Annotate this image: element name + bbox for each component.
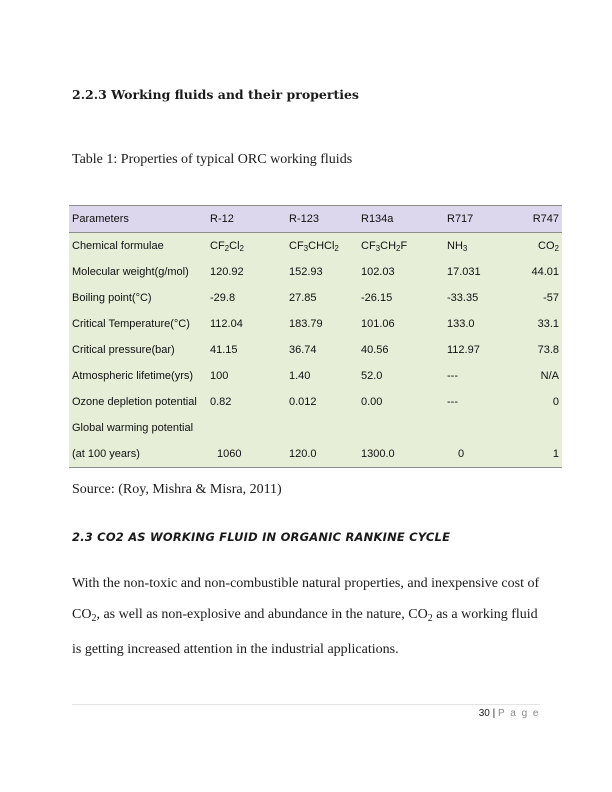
table-cell — [358, 415, 444, 441]
row-label: Global warming potential — [72, 422, 194, 434]
table-cell: -29.8 — [210, 292, 236, 304]
row-label: Boiling point(°C) — [72, 292, 152, 304]
table-cell: 102.03 — [361, 266, 395, 278]
table-cell: 27.85 — [289, 292, 317, 304]
page-number: 30 — [478, 708, 490, 719]
table-cell: -33.35 — [447, 292, 479, 304]
properties-table — [69, 205, 562, 468]
section-heading: 2.2.3 Working fluids and their properties — [72, 87, 359, 102]
header-cell-r12: R-12 — [210, 213, 234, 225]
subsection-heading: 2.3 CO2 AS WORKING FLUID IN ORGANIC RANKINE CYCLE — [72, 530, 451, 544]
formula-cell: $CF_3CH_2F$ — [361, 239, 408, 253]
table-cell: --- — [447, 396, 458, 408]
table-row — [69, 233, 562, 260]
table-cell: 17.031 — [447, 266, 481, 278]
table-cell: 100 — [210, 370, 229, 382]
table-cell: 73.8 — [537, 344, 559, 356]
table-cell — [515, 415, 562, 441]
table-cell: 120.92 — [210, 266, 244, 278]
table-cell: 1.40 — [289, 370, 311, 382]
header-cell-r134a: R134a — [361, 213, 394, 225]
header-cell-r747: R747 — [532, 213, 559, 225]
row-label: Chemical formulae — [72, 240, 164, 252]
footer-divider — [72, 704, 540, 705]
table-row — [69, 311, 562, 337]
header-cell-r123: R-123 — [289, 213, 319, 225]
table-cell: 183.79 — [289, 318, 323, 330]
table-row — [69, 259, 562, 285]
paragraph-line: $CO_2$, as well as non-explosive and abundance in the nature, $CO_2$ as a working fluid — [72, 607, 538, 624]
table-row — [69, 415, 562, 441]
table-row — [69, 441, 562, 468]
table-header-row — [69, 206, 562, 233]
table-cell: 1060 — [217, 448, 242, 460]
table-cell: -26.15 — [361, 292, 393, 304]
paragraph-line: is getting increased attention in the industrial applications. — [72, 642, 399, 657]
footer-separator: | — [492, 708, 496, 719]
row-label: Ozone depletion potential — [72, 396, 197, 408]
header-cell-parameters: Parameters — [72, 213, 129, 225]
header-cell-r717: R717 — [447, 213, 474, 225]
properties-table-container — [69, 205, 559, 468]
row-label: Atmospheric lifetime(yrs) — [72, 370, 194, 382]
table-cell: 101.06 — [361, 318, 395, 330]
table-row — [69, 337, 562, 363]
table-cell: 44.01 — [531, 266, 559, 278]
table-cell: 0.82 — [210, 396, 232, 408]
page-footer — [440, 708, 540, 719]
formula-cell: $NH_3$ — [447, 239, 468, 253]
table-cell: 112.97 — [447, 344, 480, 356]
table-cell — [207, 415, 286, 441]
paragraph-line: With the non-toxic and non-combustible natural properties, and inexpensive cost of — [72, 576, 540, 591]
table-source: Source: (Roy, Mishra & Misra, 2011) — [72, 482, 282, 497]
table-cell: 0 — [552, 396, 559, 408]
table-cell: 0.00 — [361, 396, 383, 408]
table-caption: Table 1: Properties of typical ORC working fluids — [72, 152, 353, 167]
formula-cell: $CF_2Cl_2$ — [210, 239, 244, 253]
table-cell: 52.0 — [361, 370, 383, 382]
formula-cell: $CO_2$ — [538, 239, 559, 253]
table-cell — [286, 415, 358, 441]
table-cell: 33.1 — [537, 318, 559, 330]
table-cell: 0.012 — [289, 396, 317, 408]
row-label: (at 100 years) — [72, 448, 140, 460]
body-paragraph — [72, 568, 544, 665]
table-cell: 40.56 — [361, 344, 389, 356]
table-cell: 41.15 — [210, 344, 238, 356]
table-cell: 36.74 — [289, 344, 317, 356]
table-cell: 1300.0 — [361, 448, 395, 460]
table-row — [69, 363, 562, 389]
table-cell: 1 — [552, 448, 559, 460]
table-row — [69, 389, 562, 415]
row-label: Critical pressure(bar) — [72, 344, 175, 356]
table-row — [69, 285, 562, 311]
table-cell: 152.93 — [289, 266, 323, 278]
table-cell — [444, 415, 515, 441]
table-cell: 133.0 — [447, 318, 475, 330]
row-label: Molecular weight(g/mol) — [72, 266, 189, 278]
table-cell: 0 — [458, 448, 465, 460]
table-cell: --- — [447, 370, 458, 382]
table-cell: 120.0 — [289, 448, 317, 460]
row-label: Critical Temperature(°C) — [72, 318, 190, 330]
table-cell: 112.04 — [210, 318, 243, 330]
page-label: P a g e — [497, 708, 540, 719]
table-cell: -57 — [543, 292, 559, 304]
table-cell: N/A — [540, 370, 559, 382]
formula-cell: $CF_3CHCl_2$ — [289, 239, 339, 253]
